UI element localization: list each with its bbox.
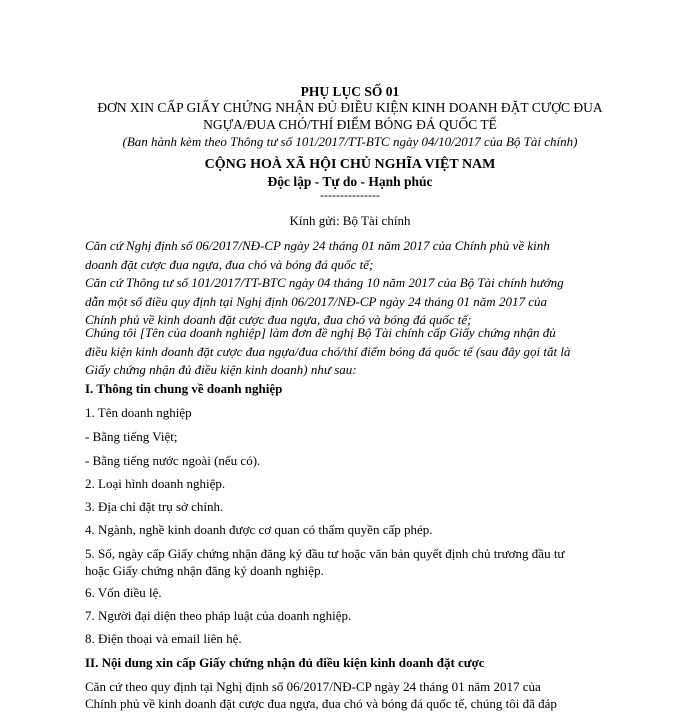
- issuance-note: (Ban hành kèm theo Thông tư số 101/2017/TT-BTC ngày 04/10/2017 của Bộ Tài chính): [122, 134, 578, 149]
- section2-line: Căn cứ theo quy định tại Nghị định số 06/2017/NĐ-CP ngày 24 tháng 01 năm 2017 của: [85, 679, 541, 694]
- request-line: Chúng tôi [Tên của doanh nghiệp] làm đơn đề nghị Bộ Tài chính cấp Giấy chứng nhận đủ: [85, 325, 556, 340]
- section1-item: 3. Địa chỉ đặt trụ sở chính.: [85, 499, 224, 514]
- section1-item: 8. Điện thoại và email liên hệ.: [85, 631, 242, 646]
- decree-line: doanh đặt cược đua ngựa, đua chó và bóng đá quốc tế;: [85, 256, 374, 272]
- section1-item: 7. Người đại diện theo pháp luật của doanh nghiệp.: [85, 608, 352, 623]
- recipient: Kính gửi: Bộ Tài chính: [289, 213, 411, 228]
- form-title-line1: ĐƠN XIN CẤP GIẤY CHỨNG NHẬN ĐỦ ĐIỀU KIỆN KINH DOANH ĐẶT CƯỢC ĐUA: [97, 100, 603, 115]
- header-divider: ---------------: [320, 188, 380, 202]
- section1-item: - Bằng tiếng Việt;: [85, 429, 178, 444]
- circular-line: Căn cứ Thông tư số 101/2017/TT-BTC ngày 04 tháng 10 năm 2017 của Bộ Tài chính hướng: [85, 275, 564, 290]
- request-line: Giấy chứng nhận đủ điều kiện kinh doanh) như sau:: [85, 362, 357, 377]
- legal-basis: [85, 237, 615, 330]
- request-paragraph: [85, 324, 615, 380]
- section1-item: hoặc Giấy chứng nhận đăng ký doanh nghiệp.: [85, 563, 324, 578]
- form-title-line2: NGỰA/ĐUA CHÓ/THÍ ĐIỂM BÓNG ĐÁ QUỐC TẾ: [203, 117, 497, 132]
- circular-line: dẫn một số điều quy định tại Nghị định 06/2017/NĐ-CP ngày 24 tháng 01 năm 2017 của: [85, 293, 547, 309]
- section1-item: 5. Số, ngày cấp Giấy chứng nhận đăng ký đầu tư hoặc văn bản quyết định chủ trương đầu tư: [85, 546, 565, 561]
- section1-heading: I. Thông tin chung về doanh nghiệp: [85, 381, 283, 396]
- section1-item: - Bằng tiếng nước ngoài (nếu có).: [85, 453, 261, 468]
- section1-item: 4. Ngành, nghề kinh doanh được cơ quan có thẩm quyền cấp phép.: [85, 522, 433, 537]
- section1-item: 2. Loại hình doanh nghiệp.: [85, 476, 226, 491]
- country-name: CỘNG HOÀ XÃ HỘI CHỦ NGHĨA VIỆT NAM: [204, 157, 496, 172]
- section1-item: 6. Vốn điều lệ.: [85, 585, 162, 600]
- request-line: điều kiện kinh doanh đặt cược đua ngựa/đua chó/thí điểm bóng đá quốc tế (sau đây gọi tắt là: [85, 343, 571, 359]
- decree-line: Căn cứ Nghị định số 06/2017/NĐ-CP ngày 24 tháng 01 năm 2017 của Chính phủ về kinh: [85, 238, 550, 253]
- section2-line: Chính phủ về kinh doanh đặt cược đua ngựa, đua chó và bóng đá quốc tế, chúng tôi đã đáp: [85, 696, 557, 711]
- appendix-label: PHỤ LỤC SỐ 01: [300, 84, 400, 99]
- motto: Độc lập - Tự do - Hạnh phúc: [267, 174, 433, 189]
- section2-heading: II. Nội dung xin cấp Giấy chứng nhận đủ điều kiện kinh doanh đặt cược: [85, 655, 485, 670]
- circular-line: Chính phủ về kinh doanh đặt cược đua ngựa, đua chó và bóng đá quốc tế;: [85, 312, 472, 327]
- section1-item: 1. Tên doanh nghiệp: [85, 405, 192, 420]
